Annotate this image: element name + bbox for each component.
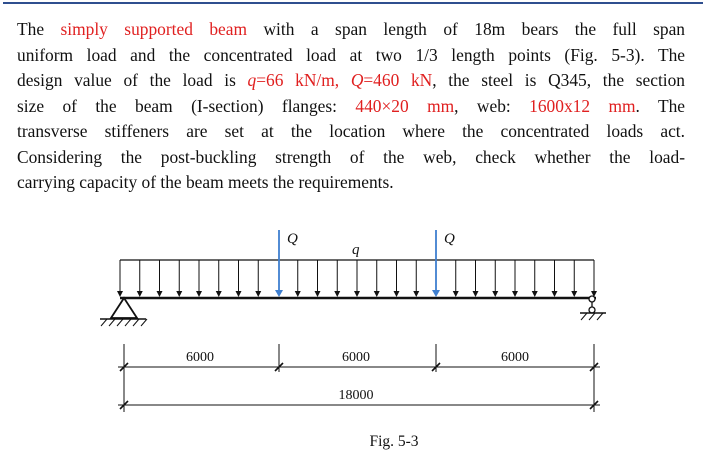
distributed-load-arrowhead — [157, 291, 163, 297]
highlighted-text-run: =460 kN — [363, 70, 433, 90]
text-run: Considering the post-buckling strength of the web, check whether the load- — [17, 146, 685, 167]
distributed-load-arrowhead — [453, 291, 459, 297]
distributed-load-label: q — [352, 242, 360, 258]
dimension-left: 6000 — [186, 350, 214, 365]
pin-support — [100, 298, 147, 326]
text-run: , web: — [454, 95, 530, 116]
text-run: transverse stiffeners are set at the location where the concentrated loads act. — [17, 121, 685, 141]
point-load-right-arrowhead — [432, 290, 440, 297]
text-run: design value of the load is — [17, 70, 248, 90]
distributed-load-arrowhead — [532, 291, 538, 297]
distributed-load-arrowhead — [552, 291, 558, 297]
dimension-right: 6000 — [501, 350, 529, 365]
distributed-load-arrows — [117, 260, 597, 297]
distributed-load-arrowhead — [354, 291, 360, 297]
distributed-load-arrowhead — [137, 291, 143, 297]
text-run: , the steel is Q345, the section — [432, 70, 685, 90]
text-run: uniform load and the concentrated load at two 1/3 length points (Fig. 5-3). The — [17, 44, 685, 65]
distributed-load-arrowhead — [374, 291, 380, 297]
distributed-load-arrowhead — [394, 291, 400, 297]
distributed-load-arrowhead — [255, 291, 261, 297]
distributed-load-arrowhead — [176, 291, 182, 297]
highlighted-text-run: =66 kN/m, — [256, 70, 351, 90]
point-load-left-arrowhead — [275, 290, 283, 297]
distributed-load-arrowhead — [236, 291, 242, 297]
point-load-label-left: Q — [287, 231, 298, 247]
distributed-load-arrowhead — [413, 291, 419, 297]
distributed-load-arrowhead — [492, 291, 498, 297]
highlighted-text-run: Q — [350, 70, 364, 90]
highlighted-text-run: 1600x12 mm — [529, 95, 636, 116]
dimension-middle: 6000 — [342, 350, 370, 365]
highlighted-text-run: q — [247, 70, 257, 90]
distributed-load-arrowhead — [117, 291, 123, 297]
figure-caption: Fig. 5-3 — [369, 433, 419, 450]
distributed-load-arrowhead — [571, 291, 577, 297]
distributed-load-arrowhead — [216, 291, 222, 297]
distributed-load-arrowhead — [315, 291, 321, 297]
text-run: . The — [635, 95, 685, 116]
distributed-load-arrowhead — [512, 291, 518, 297]
distributed-load-arrowhead — [473, 291, 479, 297]
distributed-load-arrowhead — [334, 291, 340, 297]
point-load-label-right: Q — [444, 231, 455, 247]
dimension-total: 18000 — [338, 388, 374, 403]
highlighted-text-run: 440×20 mm — [355, 95, 455, 116]
text-run: with a span length of 18m bears the full span — [247, 19, 686, 39]
roller-support — [580, 296, 606, 320]
distributed-load-arrowhead — [295, 291, 301, 297]
text-run: The — [17, 19, 61, 39]
text-run: size of the beam (I-section) flanges: — [17, 95, 356, 116]
highlighted-text-run: simply supported beam — [60, 19, 248, 39]
distributed-load-arrowhead — [196, 291, 202, 297]
text-run: carrying capacity of the beam meets the requirements. — [17, 172, 394, 192]
